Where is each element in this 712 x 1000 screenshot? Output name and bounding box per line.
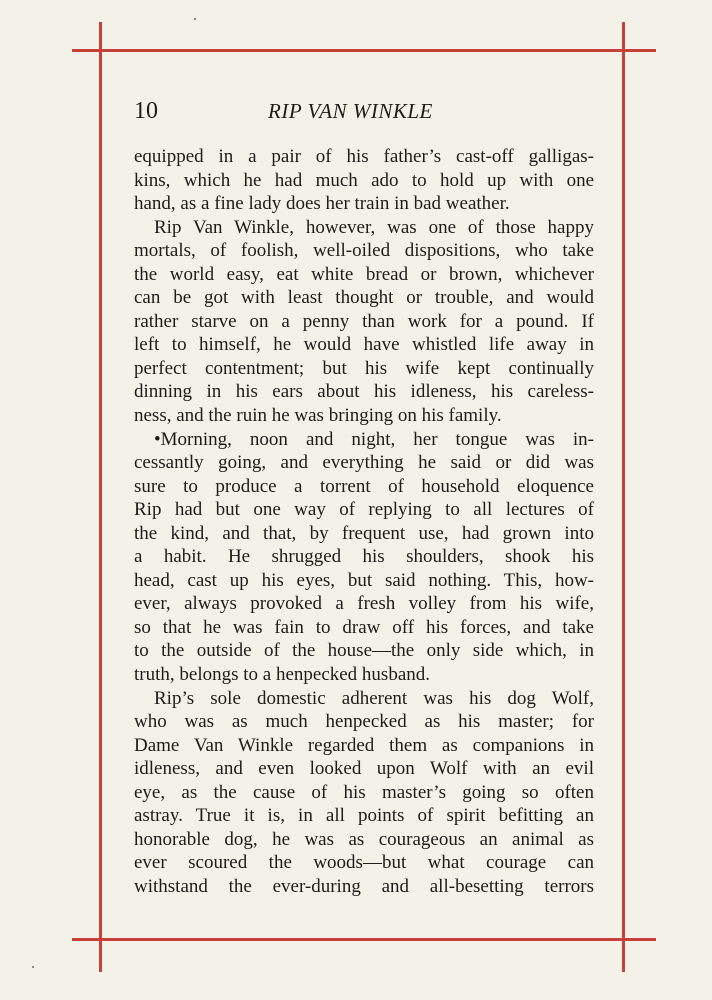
text-line: •Morning, noon and night, her tongue was in- [154,428,594,450]
text-line: Rip Van Winkle, however, was one of those happy [154,216,594,238]
text-line: left to himself, he would have whistled life away in [134,334,594,356]
text-line: Dame Van Winkle regarded them as companions in [134,734,594,756]
page-number: 10 [134,98,158,124]
border-rule-top [72,49,656,52]
text-line: sure to produce a torrent of household eloquence [134,475,594,497]
text-line: eye, as the cause of his master’s going so often [134,781,594,803]
text-line: equipped in a pair of his father’s cast-off galligas- [134,146,594,167]
text-line: the kind, and that, by frequent use, had grown into [134,522,594,544]
text-line: idleness, and even looked upon Wolf with an evil [134,758,594,780]
text-line: ever, always provoked a fresh volley from his wife, [134,593,594,615]
text-line: cessantly going, and everything he said or did was [134,452,594,474]
text-line: astray. True it is, in all points of spirit befitting an [134,805,594,827]
text-line: ness, and the ruin he was bringing on his family. [134,405,502,427]
text-line: Rip had but one way of replying to all lectures of [134,499,594,521]
text-line: can be got with least thought or trouble, and would [134,287,594,309]
border-rule-bottom [72,938,656,941]
text-line: Rip’s sole domestic adherent was his dog Wolf, [154,687,594,709]
text-line: head, cast up his eyes, but said nothing. This, how- [134,569,594,591]
text-line: to the outside of the house—the only side which, in [134,640,594,662]
border-rule-left [99,22,102,972]
paper-speck [194,18,196,20]
text-line: rather starve on a penny than work for a pound. If [134,310,594,332]
text-line: perfect contentment; but his wife kept continually [134,357,594,379]
text-line: the world easy, eat white bread or brown, whichever [134,263,594,285]
text-line: truth, belongs to a henpecked husband. [134,664,431,686]
paper-speck [32,966,34,968]
text-line: hand, as a fine lady does her train in bad weather. [134,193,510,215]
text-line: kins, which he had much ado to hold up with one [134,169,594,191]
running-head: RIP VAN WINKLE [268,99,433,123]
text-line: who was as much henpecked as his master; for [134,711,594,733]
text-line: withstand the ever-during and all-besetting terrors [134,875,594,897]
border-rule-right [622,22,625,972]
text-line: mortals, of foolish, well-oiled dispositions, who take [134,240,594,262]
text-line: a habit. He shrugged his shoulders, shook his [134,546,594,568]
text-line: so that he was fain to draw off his forces, and take [134,616,594,638]
text-line: ever scoured the woods—but what courage can [134,852,594,874]
text-line: dinning in his ears about his idleness, his careless- [134,381,594,403]
body-text [134,145,594,899]
text-line: honorable dog, he was as courageous an animal as [134,828,594,850]
